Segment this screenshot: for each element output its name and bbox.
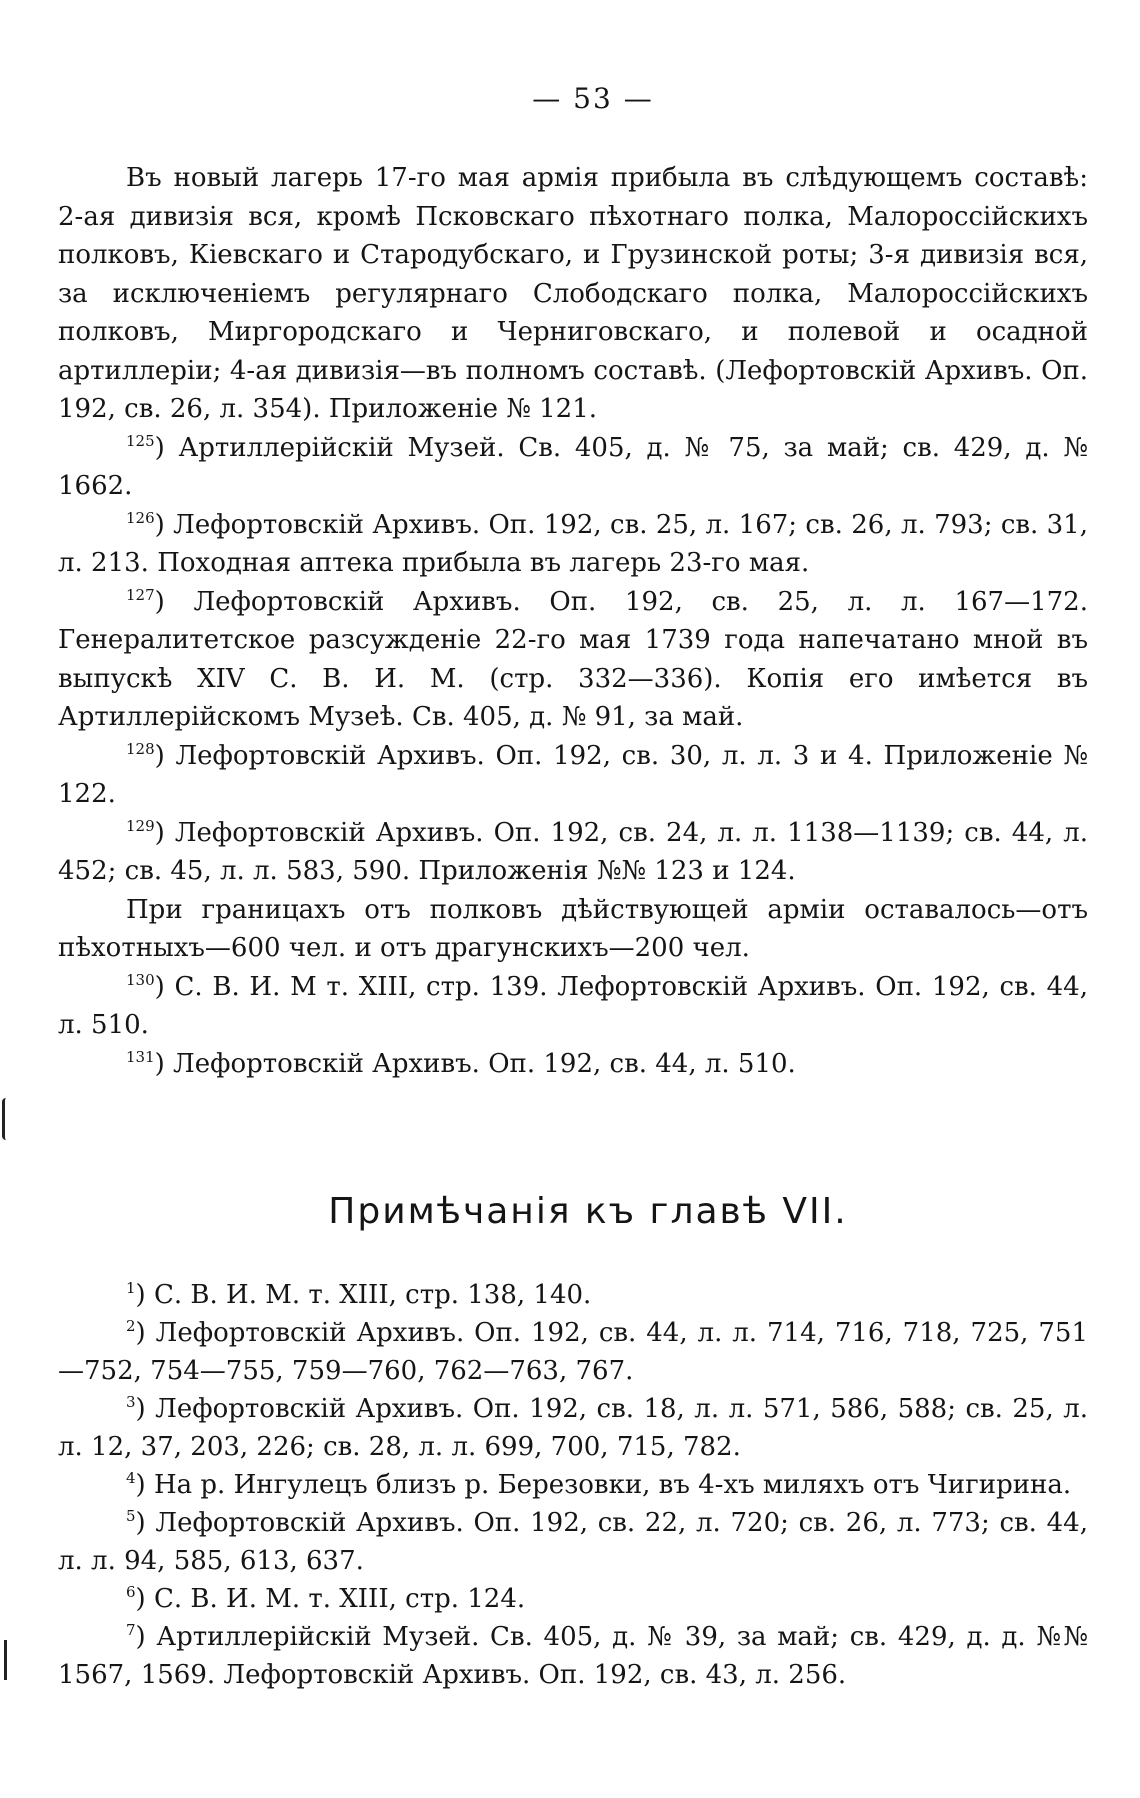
footnote-marker: 129: [126, 816, 155, 835]
footnote-marker: 1: [126, 1279, 136, 1297]
footnote-3: $^3$) Лефортовскій Архивъ. Оп. 192, св. 18, л. л. 571, 586, 588; св. 25, л. л. 12, 37, 203, 226; св. 28, л. л. 699, 700, 715, 782.: [58, 1393, 1088, 1462]
footnote-5: $^5$) Лефортовскій Архивъ. Оп. 192, св. 22, л. 720; св. 26, л. 773; св. 44, л. л. 94, 585, 613, 637.: [58, 1507, 1088, 1576]
footnote-1: $^1$) С. В. И. М. т. XIII, стр. 138, 140.: [126, 1279, 592, 1310]
footnote-marker: 127: [126, 585, 155, 604]
paragraph: При границахъ отъ полковъ дѣйствующей арміи оставалось—отъ пѣхотныхъ—600 чел. и отъ драгунскихъ—200 чел.: [58, 894, 1088, 963]
paragraph: Въ новый лагерь 17-го мая армія прибыла въ слѣдующемъ составѣ: 2-ая дивизія вся, кромѣ Псковскаго пѣхотнаго полка, Малороссійскихъ полковъ, Кіевскаго и Стародубскаго, и Грузинской роты; 3-я дивизія вся, за исключеніемъ регулярнаго Слободскаго полка, Малороссійскихъ полковъ, Миргородскаго и Черниговскаго, и полевой и осадной артиллеріи; 4-ая дивизія—въ полномъ составѣ. (Лефортовскій Архивъ. Оп. 192, св. 26, л. 354). Приложеніе № 121.: [58, 163, 1088, 424]
document-page: [58, 82, 1088, 1694]
footnote-130: $^{130}$) С. В. И. М т. XIII, стр. 139. Лефортовскій Архивъ. Оп. 192, св. 44, л. 510.: [58, 970, 1088, 1040]
footnote-125: $^{125}$) Артиллерійскій Музей. Св. 405, д. № 75, за май; св. 429, д. № 1662.: [58, 431, 1088, 501]
margin-ink-mark: [4, 1640, 7, 1680]
footnote-marker: 128: [126, 739, 155, 758]
footnote-marker: 7: [126, 1621, 136, 1639]
footnote-4: $^4$) На р. Ингулецъ близъ р. Березовки, въ 4-хъ миляхъ отъ Чигирина.: [126, 1469, 1072, 1500]
footnote-marker: 131: [126, 1047, 155, 1066]
footnote-marker: 3: [126, 1393, 136, 1411]
footnote-marker: 126: [126, 508, 155, 527]
footnote-marker: 2: [126, 1317, 136, 1335]
footnote-127: $^{127}$) Лефортовскій Архивъ. Оп. 192, св. 25, л. л. 167—172. Генералитетское разсужденіе 22-го мая 1739 года напечатано мной въ выпускѣ XIV С. В. И. М. (стр. 332—336). Копія его имѣется въ Артиллерійскомъ Музеѣ. Св. 405, д. № 91, за май.: [58, 585, 1088, 732]
page-number: — 53 —: [532, 82, 654, 115]
footnote-marker: 5: [126, 1507, 136, 1525]
footnote-marker: 125: [126, 431, 155, 450]
chapter-heading: Примѣчанія къ главѣ VII.: [328, 1191, 848, 1232]
footnote-marker: 6: [126, 1583, 136, 1601]
footnote-7: $^7$) Артиллерійскій Музей. Св. 405, д. № 39, за май; св. 429, д. д. №№ 1567, 1569. Лефортовскій Архивъ. Оп. 192, св. 43, л. 256.: [58, 1621, 1088, 1690]
footnote-126: $^{126}$) Лефортовскій Архивъ. Оп. 192, св. 25, л. 167; св. 26, л. 793; св. 31, л. 213. Походная аптека прибыла въ лагерь 23-го мая.: [58, 508, 1088, 578]
notes-section-continued: [58, 159, 1088, 1083]
footnote-6: $^6$) С. В. И. М. т. XIII, стр. 124.: [126, 1583, 526, 1614]
footnote-2: $^2$) Лефортовскій Архивъ. Оп. 192, св. 44, л. л. 714, 716, 718, 725, 751—752, 754—755, 759—760, 762—763, 767.: [58, 1317, 1088, 1386]
margin-ink-mark: [2, 1098, 19, 1140]
footnote-marker: 130: [126, 970, 155, 989]
footnote-marker: 4: [126, 1469, 136, 1487]
notes-section-chapter-7: [58, 1276, 1088, 1694]
footnote-131: $^{131}$) Лефортовскій Архивъ. Оп. 192, св. 44, л. 510.: [126, 1047, 796, 1079]
footnote-129: $^{129}$) Лефортовскій Архивъ. Оп. 192, св. 24, л. л. 1138—1139; св. 44, л. 452; св. 45, л. л. 583, 590. Приложенія №№ 123 и 124.: [58, 816, 1088, 886]
footnote-128: $^{128}$) Лефортовскій Архивъ. Оп. 192, св. 30, л. л. 3 и 4. Приложеніе № 122.: [58, 739, 1088, 809]
